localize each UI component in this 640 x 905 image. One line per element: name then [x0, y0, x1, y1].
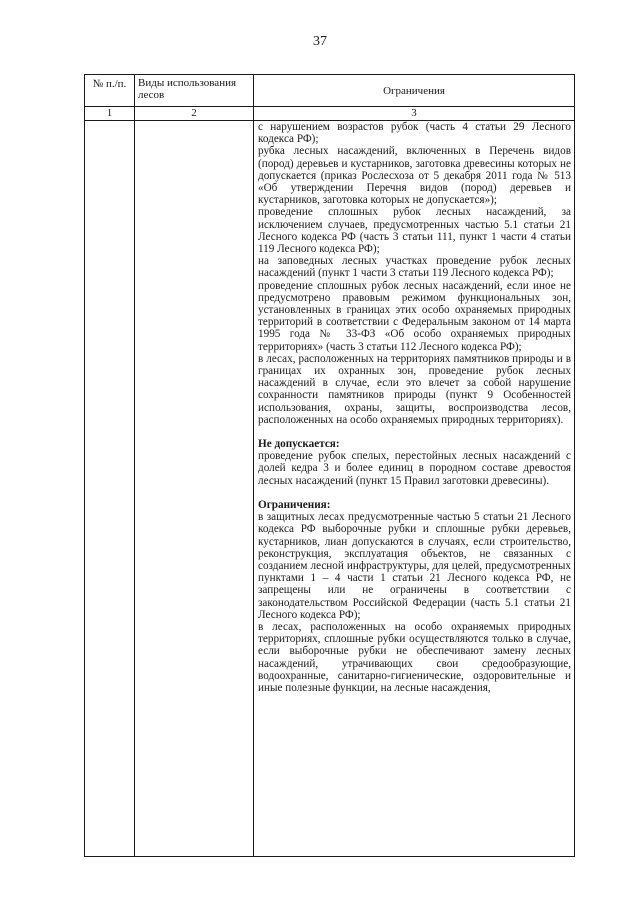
restriction-paragraph: на заповедных лесных участках проведение рубок лесных насаждений (пункт 1 части 3 статьи 119 Лесного кодекса РФ);	[258, 255, 571, 280]
cell-restrictions	[254, 121, 575, 857]
section-heading-not-allowed: Не допускается:	[258, 438, 340, 451]
restriction-paragraph: в лесах, расположенных на территориях памятников природы и в границах их охранных зон, проведение рубок лесных насаждений в случае, если это влечет за собой нарушение сохранности памятников природы (пункт 9 Особенностей использования, охраны, защиты, воспроизводства лесов, расположенных на особо охраняемых природных территориях).	[258, 352, 571, 426]
restriction-paragraph: проведение сплошных рубок лесных насаждений, за исключением случаев, предусмотренных частью 5.1 статьи 21 Лесного кодекса РФ (часть 3 статьи 111, пункт 1 части 4 статьи 119 Лесного кодекса РФ);	[258, 206, 571, 256]
header-number: № п./п.	[85, 75, 135, 107]
paragraph-spacer	[258, 487, 571, 499]
table-header-row	[85, 75, 575, 107]
restriction-paragraph: проведение рубок спелых, перестойных лесных насаждений с долей кедра 3 и более единиц в породном составе древостоя лесных насаждений (пункт 15 Правил заготовки древесины).	[258, 450, 571, 487]
restriction-paragraph: рубка лесных насаждений, включенных в Перечень видов (пород) деревьев и кустарников, заготовка древесины которых не допускается (приказ Рослесхоза от 5 декабря 2011 года № 513 «Об утверждении Перечня видов (пород) деревьев и кустарников, заготовка которых не допускается»);	[258, 145, 571, 207]
restriction-paragraph: с нарушением возрастов рубок (часть 4 статьи 29 Лесного кодекса РФ);	[258, 121, 571, 146]
restrictions-table	[84, 74, 575, 857]
header-restrictions: Ограничения	[254, 75, 575, 107]
column-index-3: 3	[254, 107, 575, 121]
section-heading-restrictions: Ограничения:	[258, 498, 331, 511]
table-row	[85, 121, 575, 857]
cell-number	[85, 121, 135, 857]
header-forest-use-kinds: Виды использования лесов	[135, 75, 254, 107]
paragraph-spacer	[258, 426, 571, 438]
restriction-paragraph: в защитных лесах предусмотренные частью 5 статьи 21 Лесного кодекса РФ выборочные рубки и сплошные рубки деревьев, кустарников, лиан допускаются в случаях, если строительство, реконструкция, эксплуатация объектов, не связанных с созданием лесной инфраструктуры, для целей, предусмотренных пунктами 1 – 4 части 1 статьи 21 Лесного кодекса РФ, не запрещены или не ограничены в соответствии с законодательством Российской Федерации (часть 5.1 статьи 21 Лесного кодекса РФ);	[258, 511, 571, 621]
cell-forest-use-kind	[135, 121, 254, 857]
column-index-row	[85, 107, 575, 121]
column-index-2: 2	[135, 107, 254, 121]
restriction-paragraph: проведение сплошных рубок лесных насаждений, если иное не предусмотрено правовым режимом функциональных зон, установленных в границах этих особо охраняемых природных территорий в соответствии с Федеральным законом от 14 марта 1995 года № 33-ФЗ «Об особо охраняемых природных территориях» (часть 3 статьи 112 Лесного кодекса РФ);	[258, 279, 571, 353]
column-index-1: 1	[85, 107, 135, 121]
page-number: 37	[313, 34, 327, 49]
restriction-paragraph: в лесах, расположенных на особо охраняемых природных территориях, сплошные рубки осуществляются только в случае, если выборочные рубки не обеспечивают замену лесных насаждений, утрачивающих свои средообразующие, водоохранные, санитарно-гигиенические, оздоровительные и иные полезные функции, на лесные насаждения,	[258, 620, 571, 694]
